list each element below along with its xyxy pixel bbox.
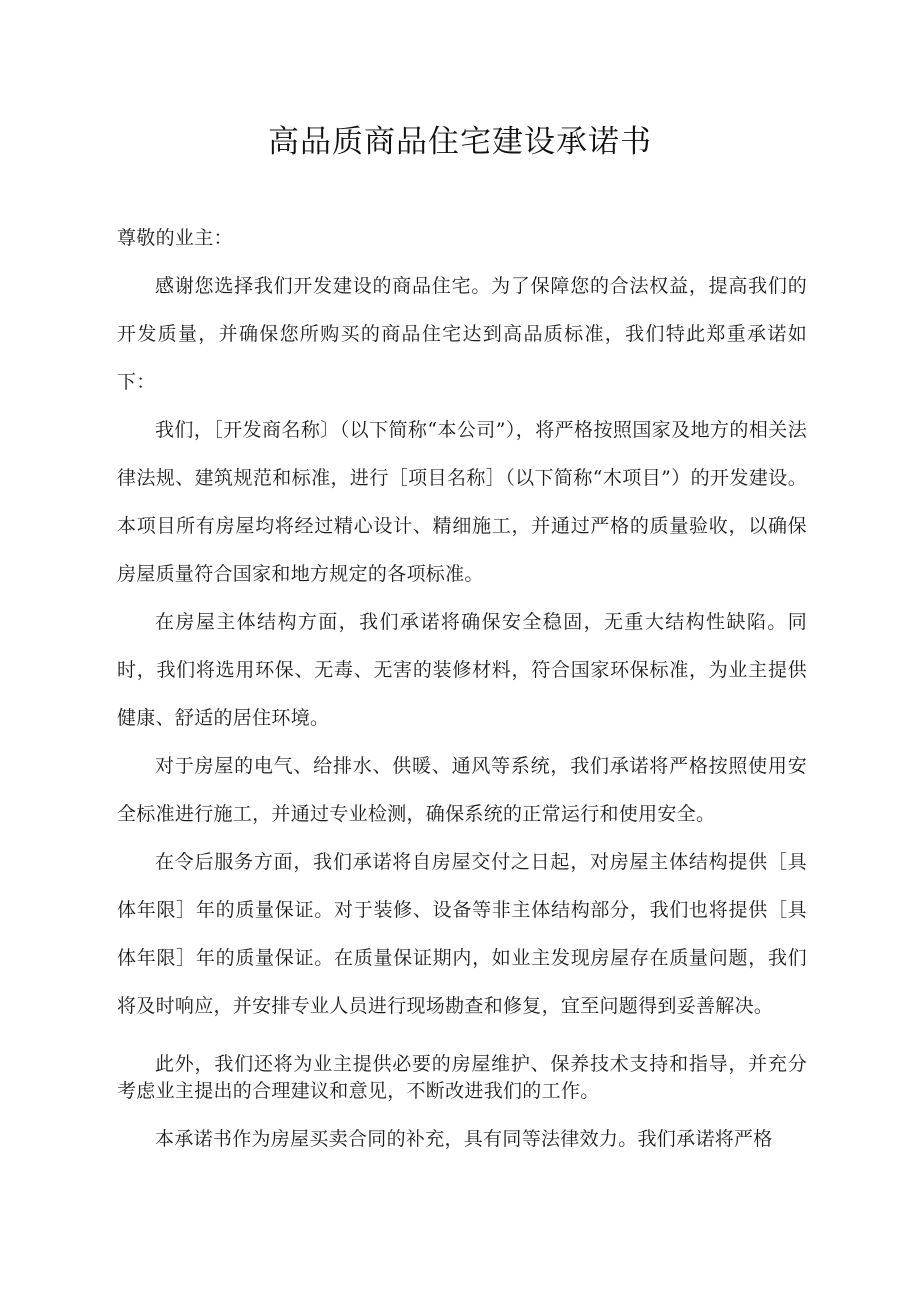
paragraph-intro: 感谢您选择我们开发建设的商品住宅。为了保障您的合法权益，提高我们的开发质量，并确保您所购买的商品住宅达到高品质标准，我们特此郑重承诺如下： — [117, 275, 807, 393]
paragraph-systems: 对于房屋的电气、给排水、供暖、通风等系统，我们承诺将严格按照使用安全标准进行施工，并通过专业检测，确保系统的正常运行和使用安全。 — [117, 755, 807, 825]
salutation: 尊敬的业主： — [117, 227, 233, 249]
paragraph-warranty: 在令后服务方面，我们承诺将自房屋交付之日起，对房屋主体结构提供［具体年限］年的质量保证。对于装修、设备等非主体结构部分，我们也将提供［具体年限］年的质量保证。在质量保证期内，如业主发现房屋存在质量问题，我们将及时响应，并安排专业人员进行现场勘查和修复，宜至问题得到妥善解决。 — [117, 851, 807, 1017]
document-body — [117, 214, 807, 1163]
paragraph-legal-effect: 本承诺书作为房屋买卖合同的补充，具有同等法律效力。我们承诺将严格 — [155, 1128, 773, 1150]
paragraph-structure: 在房屋主体结构方面，我们承诺将确保安全稳固，无重大结构性缺陷。同时，我们将选用环保、无毒、无害的装修材料，符合国家环保标准，为业主提供健康、舒适的居住环境。 — [117, 611, 807, 729]
paragraph-developer: 我们，［开发商名称〕（以下简称“本公司”），将严格按照国家及地方的相关法律法规、建筑规范和标准，进行［项目名称］（以下简称“木项目”）的开发建设。本项目所有房屋均将经过精心设计、精细施工，并通过严格的质量验收，以确保房屋质量符合国家和地方规定的各项标准。 — [117, 419, 807, 585]
document-title: 高品质商品住宅建设承诺书 — [268, 124, 652, 160]
paragraph-maintenance: 此外，我们还将为业主提供必要的房屋维护、保养技术支持和指导，并充分考虑业主提出的合理建议和意见，不断改进我们的工作。 — [117, 1053, 807, 1102]
